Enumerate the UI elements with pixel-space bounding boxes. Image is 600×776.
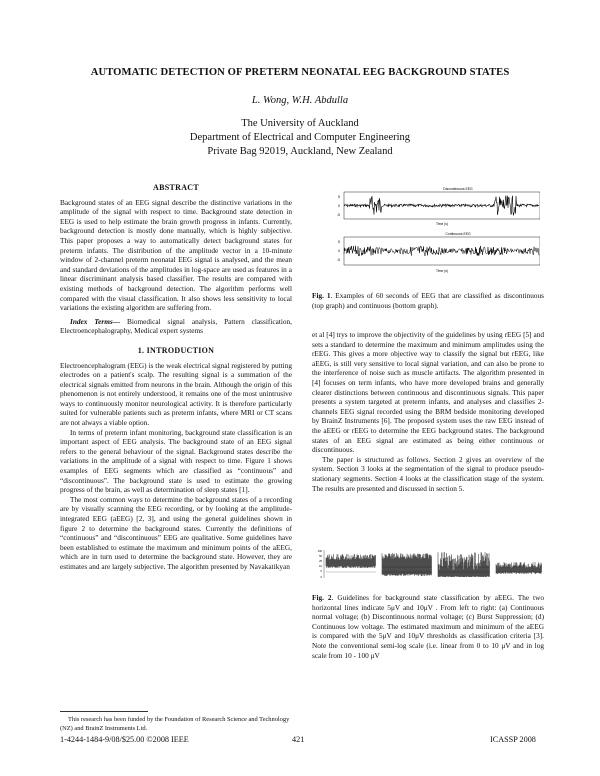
abstract-heading: ABSTRACT bbox=[153, 183, 199, 192]
figure-2-aeeg-guidelines bbox=[312, 548, 544, 580]
affiliation-line: Department of Electrical and Computer Engineering bbox=[189, 132, 411, 143]
affiliation-line: Private Bag 92019, Auckland, New Zealand bbox=[207, 146, 393, 157]
index-terms bbox=[60, 317, 292, 336]
fig2-ytick: 5 bbox=[320, 570, 322, 573]
fig2-caption-label: Fig. 2 bbox=[312, 593, 332, 602]
fig1-top-ytick: 0 bbox=[338, 204, 340, 208]
figure-2-caption bbox=[312, 593, 544, 660]
fig1-top-ytick: 5 bbox=[338, 195, 340, 199]
fig1-top-xlabel: Time (s) bbox=[436, 222, 448, 226]
paper-title: AUTOMATIC DETECTION OF PRETERM NEONATAL EEG BACKGROUND STATES bbox=[90, 67, 510, 78]
left-column bbox=[60, 183, 292, 572]
fig2-ytick: 0 bbox=[320, 576, 322, 579]
body-paragraph: The paper is structured as follows. Section 2 gives an overview of the system. Section 3 looks at the segmentation of the signal to produce pseudo-stationary segments. Section 4 looks at the classification stage of the system. The results are presented and discussed in section 5. bbox=[312, 454, 544, 493]
fig2-ytick: 10 bbox=[319, 565, 322, 568]
fig2-ytick: 50 bbox=[319, 555, 322, 558]
body-paragraph: et al [4] trys to improve the objectivity of the guidelines by using rEEG [5] and sets a standard to determine the maximum and minimum amplitudes using the rEEG. This gives a more objective way to classify the signal but rEEG, like aEEG, is still very sensitive to local signal variation, and can also be prone to the interference of noise such as muscle artifacts. The algorithm presented in [4] focuses on term infants, who have more developed brains and generally clearer distinctions between continuous and discontinuous signals. This paper presents a system targeted at preterm infants, and analyses and classifies 2-channels EEG signal recorded using the BRM bedside monitoring developed by BrainZ Instruments [6]. The proposed system uses the raw EEG instead of the aEEG or rEEG to determine the EEG background states. The background states of an EEG signal are estimated as being either continuous or discontinuous. bbox=[312, 330, 544, 455]
footer-copyright: 1-4244-1484-9/08/$25.00 ©2008 IEEE bbox=[60, 735, 189, 744]
footer-page-number: 421 bbox=[292, 735, 305, 744]
fig1-continuous-trace bbox=[344, 246, 539, 256]
fig1-caption-label: Fig. 1 bbox=[312, 291, 331, 300]
figure-1-caption bbox=[312, 291, 544, 310]
paper-authors: L. Wong, W.H. Abdulla bbox=[251, 95, 349, 106]
footnote-rule bbox=[60, 711, 148, 712]
figure-1-eeg-plots bbox=[318, 183, 540, 283]
intro-paragraph: In terms of preterm infant monitoring, background state classification is an important aspect of EEG analysis. The background state of an EEG signal refers to the general behaviour of the signal. Background states describe the variations in the amplitude of a signal with respect to time. Figure 1 shows examples of EEG segments which are classified as “continuous” and “discontinuous”. The background state is used to estimate the growing progress of the brain, as well as determination of sleep states [1]. bbox=[60, 427, 292, 495]
fig2-y-axis bbox=[318, 549, 324, 579]
index-terms-label: Index Terms— bbox=[70, 316, 121, 326]
affiliation-line: The University of Auckland bbox=[241, 118, 359, 129]
intro-paragraph: Electroencephalogram (EEG) is the weak electrical signal registered by putting electrodes on a patient's scalp. The resulting signal is a summation of the electrical signals emitted from neurons in the brain. Although the origin of this phenomenon is not entirely understood, it remains one of the most unintrusive ways to continuously monitor neurological activity. It is therefore particularly suited for vulnerable patients such as preterm infants, where MRI or CT scans are not always a viable option. bbox=[60, 360, 292, 428]
fig1-caption-text: . Examples of 60 seconds of EEG that are classified as discontinuous (top graph) and continuous (bottom graph). bbox=[312, 291, 544, 310]
fig2-ytick: 100 bbox=[317, 550, 322, 553]
fig2-caption-text: . Guidelines for background state classification by aEEG. The two horizontal lines indicate 5μV and 10μV . From left to right: (a) Continuous normal voltage; (b) Discontinuous normal voltage; (c) Burst Suppression; (d) Continuous low voltage. The estimated maximum and minimum of the aEEG is compared with the 5μV and 10μV thresholds as classification criteria [3]. Note the conventional semi-log scale (i.e. linear from 0 to 10 μV and in log scale from 10 - 100 μV bbox=[312, 593, 544, 660]
fig1-discontinuous-trace bbox=[344, 196, 539, 216]
introduction-heading: 1. INTRODUCTION bbox=[137, 345, 215, 355]
index-terms-text: Biomedical signal analysis, Pattern classification, Electroencephalography, Medical expert systems bbox=[60, 316, 292, 336]
right-column bbox=[312, 330, 544, 493]
fig1-bottom-title: Continuous EEG bbox=[445, 232, 471, 236]
fig1-bottom-ytick: 5 bbox=[338, 240, 340, 244]
fig2-ytick: 25 bbox=[319, 560, 322, 563]
footnote: This research has been funded by the Foundation of Research Science and Technology (NZ) and BrainZ Instruments Ltd. bbox=[60, 716, 290, 732]
abstract-text: Background states of an EEG signal describe the distinctive variations in the amplitude of the signal with respect to time. Background state detection in EEG is used to help estimate the brain growth progress in infants. Currently, background detection is mostly done manually, which is highly subjective. This paper proposes a way to automatically detect background states for preterm infants. The distribution of the amplitude vector in a 10-minute window of 2-channel preterm neonatal EEG signal is analysed, and the mean and standard deviations of the amplitudes in log-space are used as features in a linear discriminant analysis based classifier. The results are compared with existing methods of background detection. The algorithm performs well compared with the visual classification. It also shows less sensitivity to local variations the existing algorithm are suffering from. bbox=[60, 197, 292, 313]
footer-conference: ICASSP 2008 bbox=[490, 735, 536, 744]
author-affiliation bbox=[0, 117, 600, 159]
fig1-bottom-xlabel: Time (s) bbox=[436, 269, 448, 273]
fig1-bottom-ytick: 0 bbox=[338, 249, 340, 253]
fig1-top-title: Discontinuous EEG bbox=[443, 187, 473, 191]
fig2-panels bbox=[326, 552, 542, 577]
fig1-bottom-ytick: -5 bbox=[336, 258, 340, 262]
fig1-top-ytick: -5 bbox=[336, 213, 340, 217]
intro-paragraph: The most common ways to determine the background states of a recording are by visually scanning the EEG recording, or by looking at the amplitude-integrated EEG (aEEG) [2, 3], and using the general guidelines shown in figure 2 to determine the background states. Currently the definitions of “continuous” and “discontinuous” EEG are qualitative. Some guidelines have been established to estimate the maximum and minimum points of the aEEG, which are in turn used to determine the background state. However, they are estimates and are largely subjective. The algorithm presented by Navakatikyan bbox=[60, 494, 292, 571]
